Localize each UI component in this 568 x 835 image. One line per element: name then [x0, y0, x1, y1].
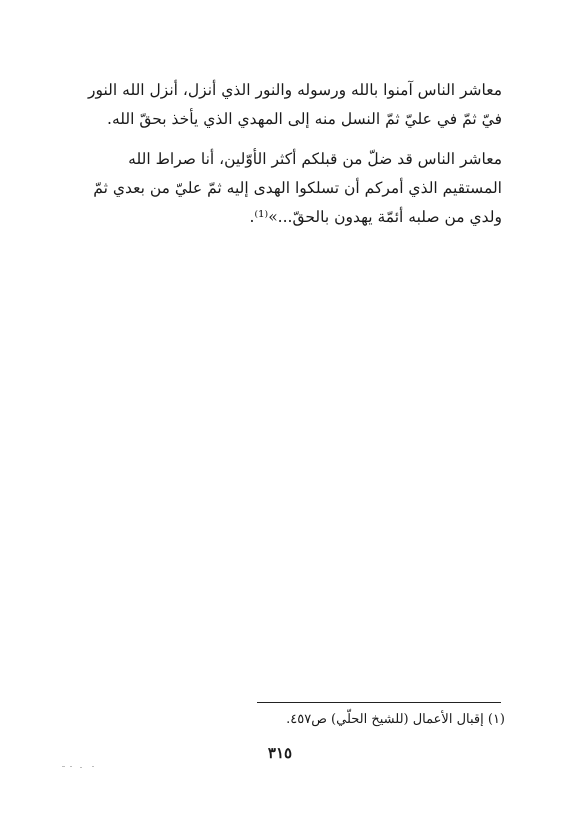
scan-artifact	[92, 766, 94, 767]
footnote-divider	[257, 702, 501, 703]
scan-artifact	[70, 766, 72, 767]
paragraph-line: معاشر الناس آمنوا بالله ورسوله والنور الذي أنزل، أنزل الله النور	[88, 81, 502, 99]
scan-artifact	[62, 766, 65, 767]
paragraph-line: المستقيم الذي أمركم أن تسلكوا الهدى إليه ثمّ عليّ من بعدي ثمّ	[93, 179, 502, 197]
paragraph-line: ولدي من صلبه أئمّة يهدون بالحقّ...»⁽¹⁾.	[249, 208, 502, 226]
scan-artifact	[80, 767, 82, 768]
paragraph-line: معاشر الناس قد ضلّ من قبلكم أكثر الأوّلين، أنا صراط الله	[128, 150, 502, 168]
paragraph-2	[82, 145, 502, 232]
paragraph-line: فيّ ثمّ في عليّ ثمّ النسل منه إلى المهدي الذي يأخذ بحقّ الله.	[107, 110, 502, 128]
page-number: ٣١٥	[267, 744, 293, 762]
footnote: (١) إقبال الأعمال (للشيخ الحلّي) ص٤٥٧.	[286, 712, 505, 727]
paragraph-1	[82, 76, 502, 134]
